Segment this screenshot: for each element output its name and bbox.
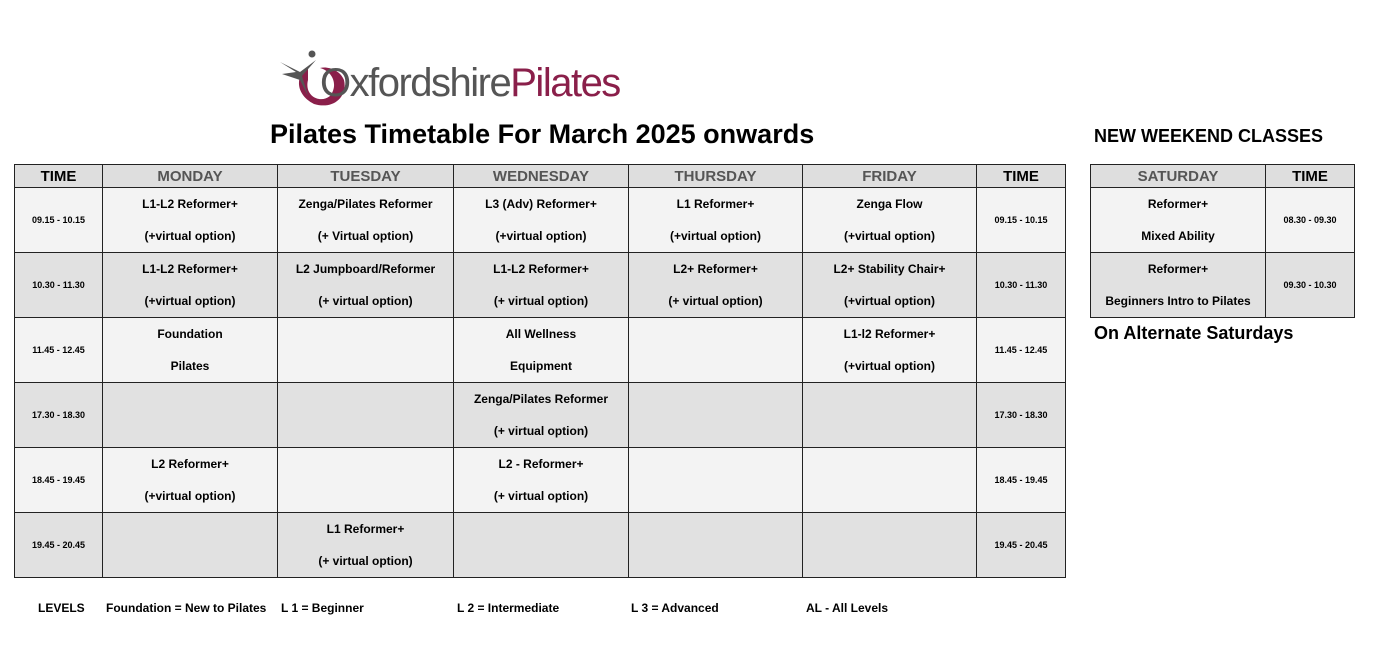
class-name: L2 Reformer+ <box>151 457 229 471</box>
class-cell-wednesday <box>454 513 629 578</box>
weekday-timetable <box>14 164 1066 578</box>
class-cell-thursday <box>629 383 803 448</box>
class-cell-tuesday <box>278 383 454 448</box>
class-cell-monday <box>103 188 278 253</box>
class-name: Reformer+ <box>1147 262 1209 276</box>
table-row <box>15 383 1066 448</box>
class-cell-friday <box>803 513 977 578</box>
class-cell-thursday <box>629 513 803 578</box>
legend-item-l1: L 1 = Beginner <box>281 601 364 615</box>
class-name: Zenga/Pilates Reformer <box>473 392 609 406</box>
class-name: L1-L2 Reformer+ <box>142 262 238 276</box>
legend-item-al: AL - All Levels <box>806 601 889 615</box>
class-name: L1-l2 Reformer+ <box>843 327 936 341</box>
class-note: Equipment <box>510 359 572 373</box>
class-cell-friday <box>803 253 977 318</box>
class-name: L1-L2 Reformer+ <box>493 262 589 276</box>
class-cell-saturday <box>1091 253 1266 318</box>
weekend-row <box>1091 188 1355 253</box>
class-note: Pilates <box>170 359 210 373</box>
class-cell-wednesday <box>454 188 629 253</box>
table-row <box>15 253 1066 318</box>
table-row <box>15 513 1066 578</box>
class-note: Beginners Intro to Pilates <box>1105 294 1251 308</box>
class-cell-monday <box>103 318 278 383</box>
time-cell-right: 19.45 - 20.45 <box>977 513 1066 578</box>
legend-label: LEVELS <box>38 601 85 615</box>
time-cell-right: 18.45 - 19.45 <box>977 448 1066 513</box>
class-note: (+virtual option) <box>844 294 935 308</box>
col-header-time-right: TIME <box>977 165 1066 188</box>
time-cell-right: 11.45 - 12.45 <box>977 318 1066 383</box>
class-cell-thursday <box>629 253 803 318</box>
class-note: (+virtual option) <box>144 294 236 308</box>
class-name: Reformer+ <box>1147 197 1209 211</box>
class-note: (+virtual option) <box>844 229 935 243</box>
class-cell-friday <box>803 448 977 513</box>
class-note: (+virtual option) <box>144 229 236 243</box>
time-cell: 10.30 - 11.30 <box>15 253 103 318</box>
table-row <box>15 188 1066 253</box>
legend-item-l2: L 2 = Intermediate <box>457 601 560 615</box>
class-name: Zenga/Pilates Reformer <box>298 197 433 211</box>
class-cell-tuesday <box>278 253 454 318</box>
class-note: (+ Virtual option) <box>317 229 414 243</box>
legend-item-foundation: Foundation = New to Pilates <box>106 601 267 615</box>
class-note: (+virtual option) <box>144 489 236 503</box>
class-cell-monday <box>103 383 278 448</box>
class-cell-tuesday <box>278 513 454 578</box>
class-cell-friday <box>803 318 977 383</box>
weekend-row <box>1091 253 1355 318</box>
class-note: (+ virtual option) <box>318 294 413 308</box>
legend-item-l3: L 3 = Advanced <box>631 601 719 615</box>
class-cell-wednesday <box>454 318 629 383</box>
time-cell-right: 10.30 - 11.30 <box>977 253 1066 318</box>
weekend-header-row <box>1091 165 1355 188</box>
class-name: L1 Reformer+ <box>676 197 755 211</box>
time-cell: 17.30 - 18.30 <box>15 383 103 448</box>
time-cell: 09.15 - 10.15 <box>15 188 103 253</box>
class-name: L1-L2 Reformer+ <box>142 197 238 211</box>
class-name: Foundation <box>157 327 223 341</box>
class-cell-thursday <box>629 318 803 383</box>
header-row <box>15 165 1066 188</box>
class-name: L2 Jumpboard/Reformer <box>295 262 436 276</box>
class-note: (+virtual option) <box>670 229 761 243</box>
col-header-thursday: THURSDAY <box>629 165 803 188</box>
class-cell-thursday <box>629 448 803 513</box>
class-cell-wednesday <box>454 383 629 448</box>
time-cell: 08.30 - 09.30 <box>1266 188 1355 253</box>
col-header-tuesday: TUESDAY <box>278 165 454 188</box>
class-cell-wednesday <box>454 253 629 318</box>
class-note: (+ virtual option) <box>668 294 763 308</box>
class-note: (+ virtual option) <box>493 424 589 438</box>
class-name: L2+ Reformer+ <box>673 262 758 276</box>
col-header-monday: MONDAY <box>103 165 278 188</box>
class-cell-tuesday <box>278 188 454 253</box>
time-cell: 18.45 - 19.45 <box>15 448 103 513</box>
weekend-classes-title: NEW WEEKEND CLASSES <box>1094 126 1324 146</box>
class-name: All Wellness <box>505 327 577 341</box>
class-cell-monday <box>103 448 278 513</box>
time-cell: 11.45 - 12.45 <box>15 318 103 383</box>
class-name: L3 (Adv) Reformer+ <box>485 197 597 211</box>
time-cell-right: 17.30 - 18.30 <box>977 383 1066 448</box>
class-name: Zenga Flow <box>856 197 923 211</box>
logo-wordmark: OxfordshirePilates <box>320 61 620 105</box>
page-title: Pilates Timetable For March 2025 onwards <box>270 119 815 149</box>
col-header-weekend-time: TIME <box>1266 165 1355 188</box>
class-cell-friday <box>803 188 977 253</box>
class-name: L2+ Stability Chair+ <box>833 262 946 276</box>
class-cell-tuesday <box>278 448 454 513</box>
class-note: Mixed Ability <box>1141 229 1215 243</box>
class-note: (+virtual option) <box>844 359 935 373</box>
class-name: L1 Reformer+ <box>326 522 405 536</box>
table-row <box>15 448 1066 513</box>
class-cell-monday <box>103 513 278 578</box>
class-note: (+ virtual option) <box>493 489 589 503</box>
class-note: (+ virtual option) <box>318 554 413 568</box>
oxfordshire-pilates-logo <box>278 50 630 108</box>
weekend-timetable <box>1090 164 1355 318</box>
alternate-saturdays-note: On Alternate Saturdays <box>1094 323 1294 343</box>
time-cell-right: 09.15 - 10.15 <box>977 188 1066 253</box>
col-header-saturday: SATURDAY <box>1091 165 1266 188</box>
class-cell-monday <box>103 253 278 318</box>
class-cell-tuesday <box>278 318 454 383</box>
class-name: L2 - Reformer+ <box>498 457 584 471</box>
col-header-time: TIME <box>15 165 103 188</box>
time-cell: 09.30 - 10.30 <box>1266 253 1355 318</box>
class-cell-saturday <box>1091 188 1266 253</box>
class-note: (+ virtual option) <box>493 294 589 308</box>
class-cell-wednesday <box>454 448 629 513</box>
time-cell: 19.45 - 20.45 <box>15 513 103 578</box>
table-row <box>15 318 1066 383</box>
class-cell-friday <box>803 383 977 448</box>
class-note: (+virtual option) <box>495 229 587 243</box>
class-cell-thursday <box>629 188 803 253</box>
col-header-wednesday: WEDNESDAY <box>454 165 629 188</box>
col-header-friday: FRIDAY <box>803 165 977 188</box>
